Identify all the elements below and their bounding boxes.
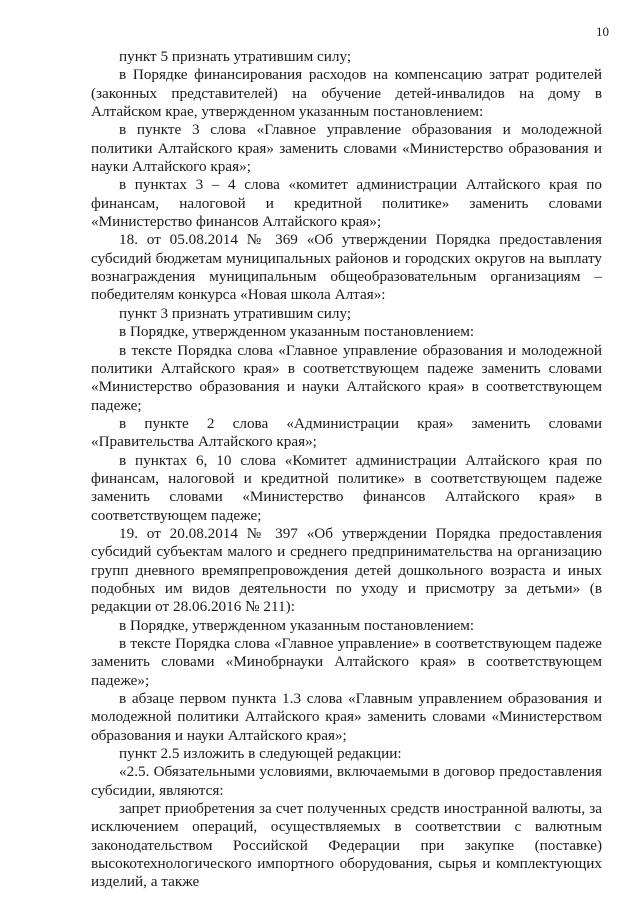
paragraph: в Порядке, утвержденном указанным постановлением: [119, 616, 475, 634]
paragraph: в пунктах 6, 10 слова «Комитет администрации Алтайского края по финансам, налоговой и кредитной политике» в соответствующем падеже заменить словами «Министерство финансов Алтайского края» в соответствующем падеже; [91, 451, 602, 524]
paragraph: в Порядке финансирования расходов на компенсацию затрат родителей (законных представителей) на обучение детей-инвалидов на дому в Алтайском крае, утвержденном указанным постановлением: [91, 66, 602, 121]
paragraph: в пункте 2 слова «Администрации края» заменить словами «Правительства Алтайского края»; [91, 414, 602, 451]
paragraph: пункт 2.5 изложить в следующей редакции: [119, 745, 402, 763]
document-body [91, 48, 602, 892]
page-number: 10 [596, 24, 609, 39]
paragraph: пункт 5 признать утратившим силу; [119, 48, 352, 65]
paragraph: в пункте 3 слова «Главное управление образования и молодежной политики Алтайского края» заменить словами «Министерство образования и науки Алтайского края»; [91, 121, 602, 176]
paragraph: в абзаце первом пункта 1.3 слова «Главным управлением образования и молодежной политики Алтайского края» заменить словами «Министерством образования и науки Алтайского края»; [91, 690, 602, 744]
paragraph: в тексте Порядка слова «Главное управление образования и молодежной политики Алтайского края» в соответствующем падеже заменить словами «Министерство образования и науки Алтайского края» в соответствующем падеже; [91, 341, 602, 414]
paragraph: в Порядке, утвержденном указанным постановлением: [119, 323, 475, 341]
paragraph: «2.5. Обязательными условиями, включаемыми в договор предоставления субсидии, являются: [91, 763, 602, 799]
paragraph: в тексте Порядка слова «Главное управление» в соответствующем падеже заменить словами «Минобрнауки Алтайского края» в соответствующем падеже»; [91, 635, 602, 689]
paragraph: 18. от 05.08.2014 № 369 «Об утверждении Порядка предоставления субсидий бюджетам муниципальных районов и городских округов на выплату вознаграждения муниципальным общеобразовательным организациям – победителям конкурса «Новая школа Алтая»: [91, 231, 602, 304]
paragraph: пункт 3 признать утратившим силу; [119, 304, 352, 322]
paragraph: 19. от 20.08.2014 № 397 «Об утверждении Порядка предоставления субсидий субъектам малого и среднего предпринимательства на организацию групп дневного времяпрепровождения детей дошкольного возраста и иных подобных им видов деятельности по уходу и присмотру за детьми» (в редакции от 28.06.2016 № 211): [91, 524, 602, 616]
paragraph: в пунктах 3 – 4 слова «комитет администрации Алтайского края по финансам, налоговой и кредитной политике» заменить словами «Министерство финансов Алтайского края»; [91, 176, 602, 231]
paragraph: запрет приобретения за счет полученных средств иностранной валюты, за исключением операций, осуществляемых в соответствии с валютным законодательством Российской Федерации при закупке (поставке) высокотехнологического импортного оборудования, сырья и комплектующих изделий, а также [91, 800, 602, 891]
